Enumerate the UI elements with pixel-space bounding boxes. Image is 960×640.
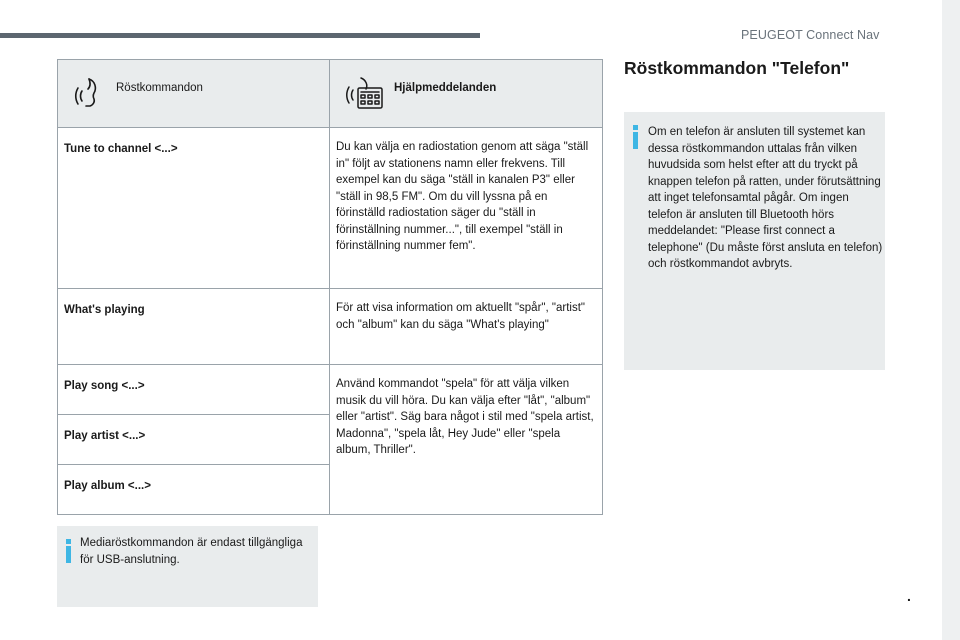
page-side-strip <box>942 0 960 640</box>
usb-info-text: Mediaröstkommandon är endast tillgängliga för USB-anslutning. <box>80 537 303 566</box>
header-help-label: Hjälpmeddelanden <box>394 81 497 94</box>
page-continue-marker: . <box>907 588 911 604</box>
header-rule <box>0 33 480 38</box>
info-icon <box>632 125 640 149</box>
table-row <box>58 128 603 289</box>
help-cell: För att visa information om aktuellt "spår", "artist" och "album" kan du säga "What's playing" <box>330 289 603 365</box>
command-cell: Tune to channel <...> <box>58 128 330 289</box>
table-header-commands <box>58 60 330 128</box>
table-header-help <box>330 60 603 128</box>
table-row <box>58 365 603 415</box>
table-row <box>58 289 603 365</box>
command-cell: Play artist <...> <box>58 415 330 465</box>
help-cell: Du kan välja en radiostation genom att säga "ställ in" följt av stationens namn eller frekvens. Till exempel kan du säga "ställ in kanalen P3" eller "ställ in 98,5 FM". Om du vill lyssna på en förinställd radiostation säger du "ställ in förinställning nummer...", till exempel "ställ in förinställning nummer fem". <box>330 128 603 289</box>
command-cell: What's playing <box>58 289 330 365</box>
phone-info-text: Om en telefon är ansluten till systemet kan dessa röstkommandon uttalas från vilken huvudsida som helst efter att du tryckt på knappen telefon på ratten, under förutsättning att inget telefonsamtal pågår. Om ingen telefon är ansluten till Bluetooth hörs meddelandet: "Please first connect a telephone" (Du måste först ansluta en telefon) och röstkommandot avbryts. <box>648 126 883 270</box>
voice-command-icon <box>72 76 106 110</box>
voice-command-table <box>57 59 603 515</box>
phone-info-note <box>624 112 885 370</box>
help-cell: Använd kommandot "spela" för att välja vilken musik du vill höra. Du kan välja efter "låt", "album" eller "artist". Säg bara något i stil med "spela artist, Madonna", "spela låt, Hey Jude" eller "spela album, Thriller". <box>330 365 603 515</box>
manual-title: PEUGEOT Connect Nav <box>741 28 880 42</box>
usb-info-note <box>57 526 318 607</box>
help-message-icon <box>344 76 384 110</box>
command-cell: Play song <...> <box>58 365 330 415</box>
table-header-row <box>58 60 603 128</box>
command-cell: Play album <...> <box>58 465 330 515</box>
header-commands-label: Röstkommandon <box>116 81 203 94</box>
phone-section-title: Röstkommandon "Telefon" <box>624 58 850 78</box>
info-icon <box>65 539 73 563</box>
